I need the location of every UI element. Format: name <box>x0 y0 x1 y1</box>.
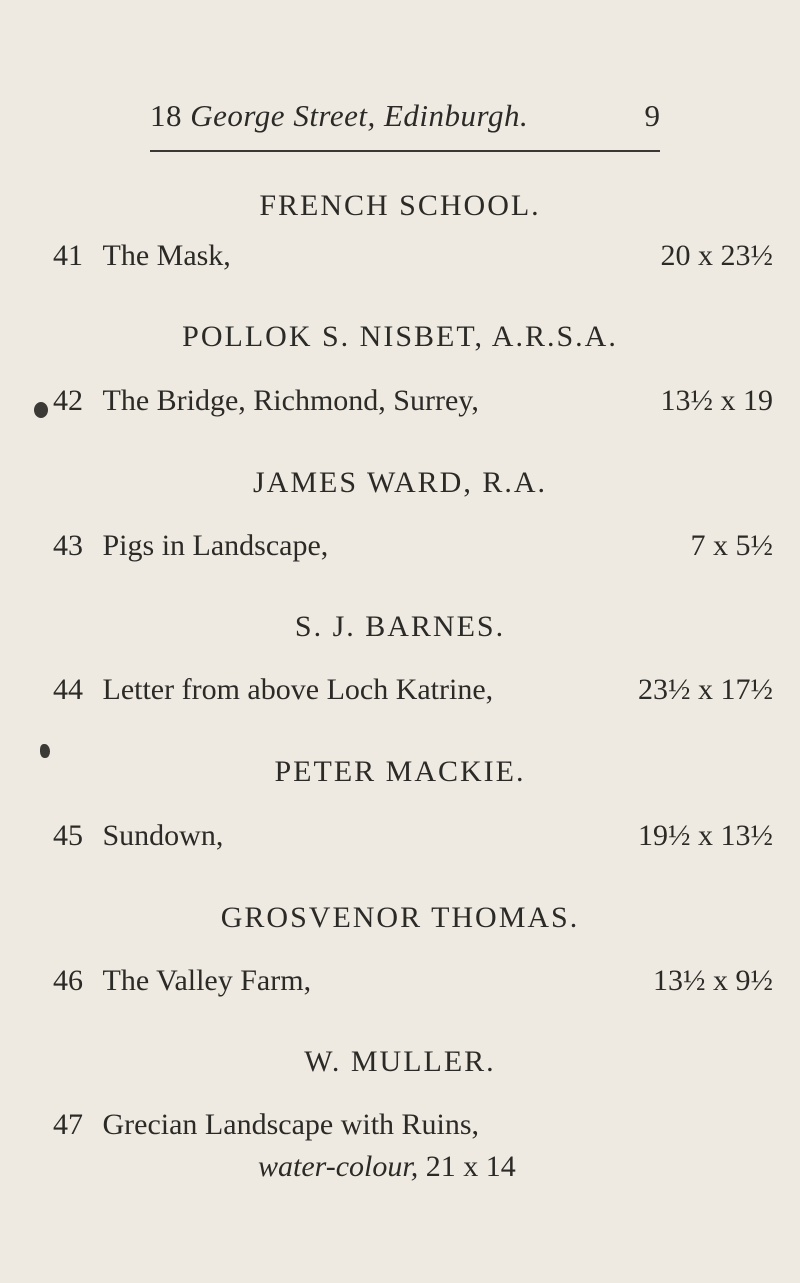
entry-number: 41 <box>53 239 83 272</box>
section-heading: POLLOK S. NISBET, A.R.S.A. <box>182 320 618 353</box>
entry-title: Letter from above Loch Katrine, <box>102 673 494 706</box>
entry-title: The Bridge, Richmond, Surrey, <box>102 384 479 417</box>
catalogue-entry <box>53 819 773 853</box>
entry-title: Grecian Landscape with Ruins, <box>102 1108 480 1141</box>
entry-title: Sundown, <box>102 819 224 852</box>
entry-title: Pigs in Landscape, <box>102 529 329 562</box>
header-street: George Street, Edinburgh. <box>190 98 529 133</box>
entry-medium: water-colour, <box>258 1150 419 1183</box>
catalogue-entry <box>53 964 773 998</box>
entry-dimensions: 13½ x 19 <box>660 384 773 417</box>
catalogue-entry <box>53 1108 773 1142</box>
section-heading: W. MULLER. <box>304 1045 496 1078</box>
section-heading: JAMES WARD, R.A. <box>253 466 547 499</box>
section-heading: FRENCH SCHOOL. <box>259 189 541 222</box>
entry-dimensions: 7 x 5½ <box>690 529 773 562</box>
page-number: 9 <box>644 98 660 133</box>
entry-medium-line <box>258 1150 516 1184</box>
entry-number: 44 <box>53 673 83 706</box>
entry-number: 45 <box>53 819 83 852</box>
section-heading: S. J. BARNES. <box>294 610 506 643</box>
entry-number: 47 <box>53 1108 83 1141</box>
entry-dimensions: 21 x 14 <box>425 1150 516 1183</box>
entry-dimensions: 19½ x 13½ <box>638 819 773 852</box>
catalogue-entry <box>53 673 773 707</box>
entry-title: The Valley Farm, <box>102 964 312 997</box>
header-title <box>150 98 528 134</box>
section-heading: GROSVENOR THOMAS. <box>220 901 580 934</box>
entry-number: 43 <box>53 529 83 562</box>
entry-dimensions: 23½ x 17½ <box>638 673 773 706</box>
section-heading: PETER MACKIE. <box>274 755 526 788</box>
entry-title: The Mask, <box>102 239 231 272</box>
entry-number: 42 <box>53 384 83 417</box>
page-header <box>150 98 660 158</box>
catalogue-entry <box>53 384 773 418</box>
entry-dimensions: 13½ x 9½ <box>653 964 773 997</box>
entry-dimensions: 20 x 23½ <box>660 239 773 272</box>
catalogue-entry <box>53 239 773 273</box>
catalogue-entry <box>53 529 773 563</box>
ink-stain <box>34 402 48 418</box>
header-street-number: 18 <box>150 98 182 133</box>
entry-number: 46 <box>53 964 83 997</box>
header-rule <box>150 150 660 152</box>
